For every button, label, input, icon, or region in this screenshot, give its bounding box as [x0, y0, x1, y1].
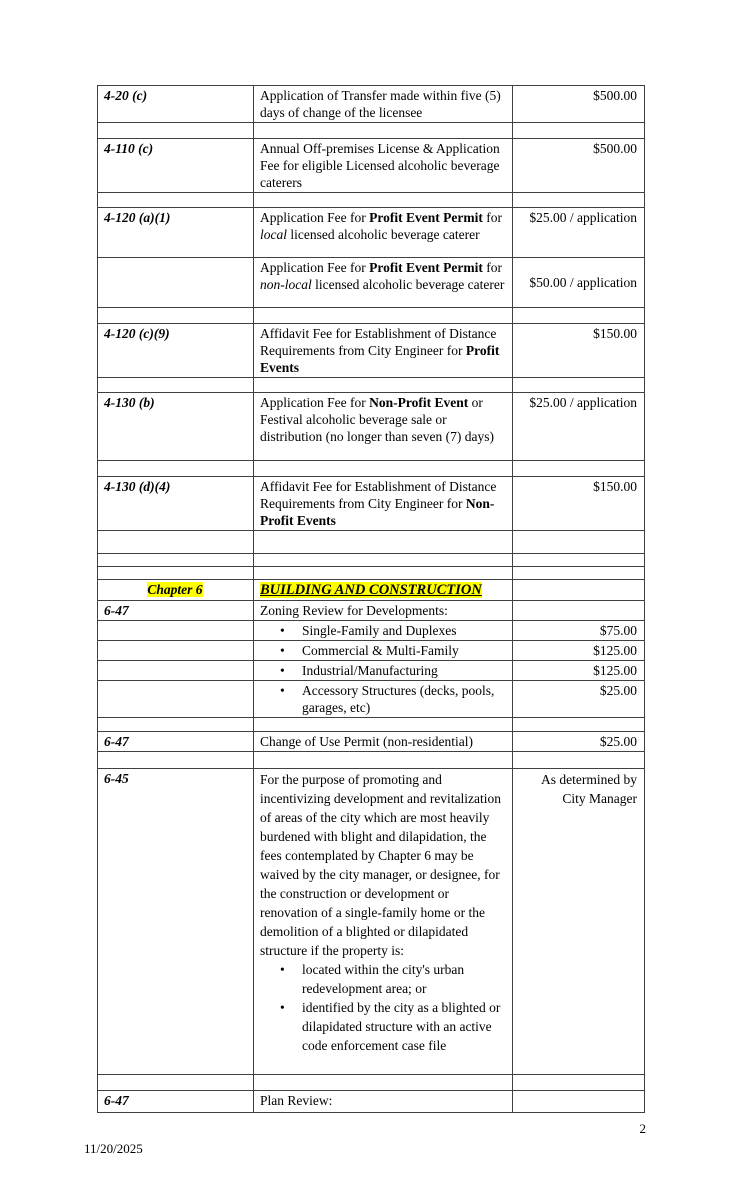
fee-cell — [513, 139, 645, 193]
description-text: Annual Off-premises License & Application Fee for eligible Licensed alcoholic beverage caterers — [260, 141, 500, 190]
code-cell — [98, 308, 254, 324]
code-cell — [98, 258, 254, 308]
section-code: 6-47 — [104, 1093, 129, 1108]
fee-cell — [513, 123, 645, 139]
fee-cell — [513, 461, 645, 477]
description-text: Zoning Review for Developments: — [260, 603, 448, 618]
fee-amount: $500.00 — [593, 88, 637, 103]
fee-amount: $125.00 — [593, 663, 637, 678]
description-cell — [254, 681, 513, 718]
empty-row — [98, 1075, 645, 1091]
code-cell — [98, 208, 254, 258]
empty-row — [98, 531, 645, 554]
fee-cell — [513, 601, 645, 621]
code-cell — [98, 393, 254, 461]
bullet-icon: • — [280, 643, 285, 658]
section-code: 4-130 (d)(4) — [104, 479, 171, 494]
table-row — [98, 769, 645, 1075]
code-cell — [98, 193, 254, 208]
code-cell — [98, 681, 254, 718]
description-cell — [254, 308, 513, 324]
table-row — [98, 732, 645, 752]
fee-cell — [513, 1075, 645, 1091]
bullet-item: • Industrial/Manufacturing — [280, 663, 438, 678]
description-cell — [254, 769, 513, 1075]
fee-amount: $25.00 — [599, 734, 637, 749]
description-cell — [254, 531, 513, 554]
section-code: 4-110 (c) — [104, 141, 154, 156]
code-cell — [98, 123, 254, 139]
fee-cell — [513, 641, 645, 661]
description-cell — [254, 752, 513, 769]
chapter-title: BUILDING AND CONSTRUCTION — [260, 582, 482, 598]
bullet-item: • located within the city's urban redevelopment area; or — [280, 962, 465, 996]
code-cell — [98, 477, 254, 531]
bullet-icon: • — [280, 1000, 285, 1015]
empty-row — [98, 461, 645, 477]
fee-table-rows — [98, 86, 645, 1113]
description-cell — [254, 393, 513, 461]
fee-cell — [513, 378, 645, 393]
fee-cell — [513, 324, 645, 378]
fee-cell — [513, 681, 645, 718]
empty-row — [98, 718, 645, 732]
code-cell — [98, 718, 254, 732]
section-code: 4-130 (b) — [104, 395, 155, 410]
description-cell — [254, 1075, 513, 1091]
description-text: Change of Use Permit (non-residential) — [260, 734, 473, 749]
table-row — [98, 324, 645, 378]
section-code: 4-20 (c) — [104, 88, 148, 103]
empty-row — [98, 308, 645, 324]
table-row — [98, 641, 645, 661]
description-cell — [254, 661, 513, 681]
fee-cell — [513, 393, 645, 461]
code-cell — [98, 139, 254, 193]
description-cell — [254, 621, 513, 641]
fee-cell — [513, 718, 645, 732]
description-text: Affidavit Fee for Establishment of Distance Requirements from City Engineer for Profit Events — [260, 326, 500, 375]
fee-cell — [513, 477, 645, 531]
fee-amount: $25.00 — [599, 683, 637, 698]
code-cell — [98, 641, 254, 661]
bullet-icon: • — [280, 623, 285, 638]
description-cell — [254, 123, 513, 139]
fee-cell — [513, 86, 645, 123]
code-cell — [98, 86, 254, 123]
description-cell — [254, 193, 513, 208]
description-text: Application of Transfer made within five (5) days of change of the licensee — [260, 88, 501, 120]
fee-amount: As determined by City Manager — [541, 772, 637, 806]
description-cell — [254, 258, 513, 308]
bullet-item: • Accessory Structures (decks, pools, garages, etc) — [280, 683, 495, 715]
fee-cell — [513, 752, 645, 769]
table-row — [98, 580, 645, 601]
bullet-item: • Commercial & Multi-Family — [280, 643, 459, 658]
code-cell — [98, 1091, 254, 1113]
table-row — [98, 621, 645, 641]
bullet-icon: • — [280, 962, 285, 977]
code-cell — [98, 580, 254, 601]
section-code: 6-47 — [104, 734, 129, 749]
section-code: 4-120 (a)(1) — [104, 210, 171, 225]
empty-row — [98, 123, 645, 139]
fee-amount: $150.00 — [593, 326, 637, 341]
code-cell — [98, 378, 254, 393]
fee-amount: $25.00 / application — [529, 395, 637, 410]
empty-row — [98, 378, 645, 393]
section-code: 6-47 — [104, 603, 129, 618]
fee-cell — [513, 580, 645, 601]
fee-cell — [513, 769, 645, 1075]
code-cell — [98, 661, 254, 681]
description-cell — [254, 580, 513, 601]
description-cell — [254, 477, 513, 531]
description-cell — [254, 86, 513, 123]
fee-amount: $500.00 — [593, 141, 637, 156]
fee-cell — [513, 1091, 645, 1113]
footer-date: 11/20/2025 — [84, 1141, 143, 1156]
code-cell — [98, 769, 254, 1075]
description-cell — [254, 641, 513, 661]
description-text: Application Fee for Profit Event Permit for local licensed alcoholic beverage caterer — [260, 210, 502, 242]
fee-amount: $25.00 / application — [529, 210, 637, 225]
bullet-item: • identified by the city as a blighted or dilapidated structure with an active code enforcement case file — [280, 1000, 501, 1053]
description-cell — [254, 732, 513, 752]
description-cell — [254, 554, 513, 567]
description-cell — [254, 718, 513, 732]
table-row — [98, 477, 645, 531]
code-cell — [98, 601, 254, 621]
fee-cell — [513, 193, 645, 208]
code-cell — [98, 461, 254, 477]
fee-amount: $125.00 — [593, 643, 637, 658]
table-row — [98, 208, 645, 258]
fee-amount: $75.00 — [599, 623, 637, 638]
empty-row — [98, 193, 645, 208]
table-row — [98, 1091, 645, 1113]
description-cell — [254, 1091, 513, 1113]
fee-cell — [513, 531, 645, 554]
fee-cell — [513, 732, 645, 752]
fee-cell — [513, 661, 645, 681]
section-code: 4-120 (c)(9) — [104, 326, 170, 341]
code-cell — [98, 621, 254, 641]
table-row — [98, 661, 645, 681]
fee-schedule-table — [97, 85, 645, 1113]
description-cell — [254, 378, 513, 393]
description-cell — [254, 139, 513, 193]
fee-amount: $150.00 — [593, 479, 637, 494]
fee-cell — [513, 308, 645, 324]
empty-row — [98, 567, 645, 580]
description-cell — [254, 208, 513, 258]
chapter-number: Chapter 6 — [147, 582, 203, 597]
table-row — [98, 139, 645, 193]
description-text: Application Fee for Non-Profit Event or Festival alcoholic beverage sale or distribution (no longer than seven (7) days) — [260, 395, 494, 444]
description-text: Affidavit Fee for Establishment of Distance Requirements from City Engineer for Non-Profit Events — [260, 479, 497, 528]
description-text: Application Fee for Profit Event Permit for non-local licensed alcoholic beverage caterer — [260, 260, 505, 292]
page-number: 2 — [639, 1121, 646, 1136]
description-cell — [254, 567, 513, 580]
description-text: Plan Review: — [260, 1093, 333, 1108]
bullet-item: • Single-Family and Duplexes — [280, 623, 457, 638]
code-cell — [98, 554, 254, 567]
table-row — [98, 258, 645, 308]
table-row — [98, 601, 645, 621]
code-cell — [98, 531, 254, 554]
empty-row — [98, 752, 645, 769]
description-cell — [254, 601, 513, 621]
description-cell — [254, 461, 513, 477]
fee-cell — [513, 554, 645, 567]
code-cell — [98, 1075, 254, 1091]
code-cell — [98, 567, 254, 580]
table-row — [98, 393, 645, 461]
fee-cell — [513, 567, 645, 580]
code-cell — [98, 752, 254, 769]
fee-cell — [513, 208, 645, 258]
bullet-icon: • — [280, 663, 285, 678]
description-cell — [254, 324, 513, 378]
code-cell — [98, 324, 254, 378]
code-cell — [98, 732, 254, 752]
section-code: 6-45 — [104, 771, 129, 786]
bullet-icon: • — [280, 683, 285, 698]
fee-cell — [513, 258, 645, 308]
fee-cell — [513, 621, 645, 641]
fee-amount: $50.00 / application — [529, 275, 637, 290]
table-row — [98, 86, 645, 123]
empty-row — [98, 554, 645, 567]
table-row — [98, 681, 645, 718]
description-text: For the purpose of promoting and incentivizing development and revitalization of areas of the city which are most heavily burdened with blight and dilapidation, the fees contemplated by Chapter 6 may be waived by the city manager, or designee, for the construction or development or renovation of a single-family home or the demolition of a blighted or dilapidated structure if the property is: — [260, 772, 502, 958]
